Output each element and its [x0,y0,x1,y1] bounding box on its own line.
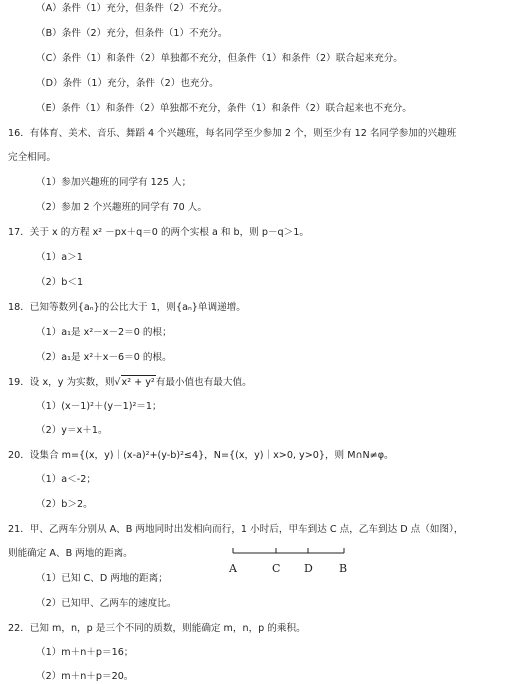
question-18-condition-1: （1）a₁是 x²－x－2＝0 的根； [36,327,172,338]
question-22-condition-1: （1）m＋n＋p＝16； [36,647,134,658]
question-20-condition-2: （2）b＞2。 [36,499,93,510]
option-e: （E）条件（1）和条件（2）单独都不充分，条件（1）和条件（2）联合起来也不充分。 [36,103,412,114]
option-a: （A）条件（1）充分，但条件（2）不充分。 [36,3,228,14]
question-22-condition-2: （2）m＋n＋p＝20。 [36,671,134,682]
question-20-condition-1: （1）a＜-2； [36,474,96,485]
question-19 [8,375,252,390]
question-21: 21．甲、乙两车分别从 A、B 两地同时出发相向而行，1 小时后，甲车到达 C 点，乙车到达 D 点（如图）， [8,524,464,535]
question-18: 18．已知等数列{aₙ}的公比大于 1，则{aₙ}单调递增。 [8,302,246,313]
question-19-suffix: 有最小值也有最大值。 [155,377,252,388]
option-b: （B）条件（2）充分，但条件（1）不充分。 [36,28,228,39]
question-19-radicand: x² + y² [121,377,155,388]
label-c: C [272,562,281,575]
question-21-condition-2: （2）已知甲、乙两车的速度比。 [36,598,177,609]
question-19-condition-2: （2）y＝x＋1。 [36,425,108,436]
option-d: （D）条件（1）充分，条件（2）也充分。 [36,78,219,89]
question-16-continued: 完全相同。 [8,152,56,163]
label-d: D [304,562,313,575]
question-21-condition-1: （1）已知 C、D 两地的距离； [36,573,168,584]
question-17-condition-1: （1）a＞1 [36,252,83,263]
question-18-condition-2: （2）a₁是 x²＋x－6＝0 的根。 [36,352,172,363]
label-b: B [339,562,348,575]
question-16-condition-1: （1）参加兴趣班的同学有 125 人； [36,177,192,188]
segment-diagram [228,541,352,581]
option-c: （C）条件（1）和条件（2）单独都不充分，但条件（1）和条件（2）联合起来充分。 [36,53,403,64]
question-17: 17．关于 x 的方程 x² －px＋q＝0 的两个实根 a 和 b，则 p－q＞1。 [8,227,309,238]
question-21-continued: 则能确定 A、B 两地的距离。 [8,548,133,559]
question-16: 16．有体育、美术、音乐、舞蹈 4 个兴趣班，每名同学至少参加 2 个，则至少有 12 名同学参加的兴趣班 [8,128,457,139]
question-16-condition-2: （2）参加 2 个兴趣班的同学有 70 人。 [36,202,207,213]
question-22: 22．已知 m，n，p 是三个不同的质数，则能确定 m，n，p 的乘积。 [8,623,306,634]
question-19-prefix: 19．设 x，y 为实数，则 [8,377,115,388]
question-19-condition-1: （1）(x－1)²＋(y－1)²＝1； [36,401,162,412]
question-17-condition-2: （2）b＜1 [36,277,84,288]
label-a: A [229,562,237,575]
sqrt-icon: √ [114,377,121,388]
question-20: 20．设集合 m={(x，y)｜(x-a)²+(y-b)²≤4}，N={(x，y)｜x>0, y>0}，则 M∩N≠φ。 [8,450,394,461]
